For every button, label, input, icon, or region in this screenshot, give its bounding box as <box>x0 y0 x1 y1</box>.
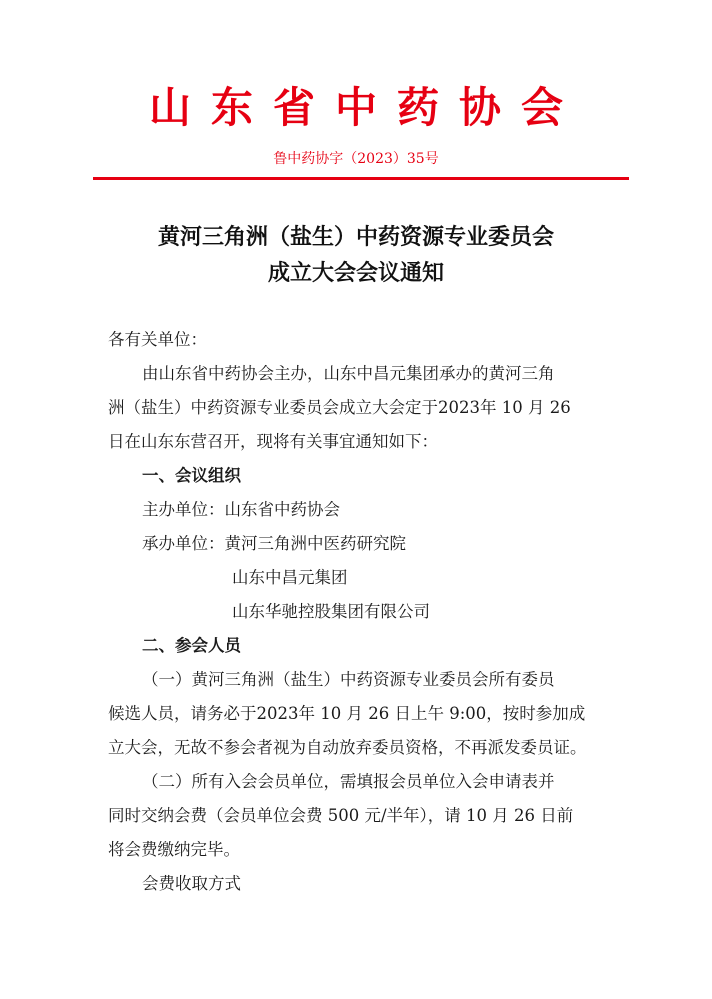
item-2-line-2: 同时交纳会费（会员单位会费 500 元/半年），请 10 月 26 日前 <box>108 806 574 825</box>
item-2-line-3: 将会费缴纳完毕。 <box>108 840 240 859</box>
co-organizer-2: 山东华驰控股集团有限公司 <box>232 602 430 621</box>
intro-line-2: 洲（盐生）中药资源专业委员会成立大会定于2023年 10 月 26 <box>108 398 571 417</box>
intro-line-1: 由山东省中药协会主办，山东中昌元集团承办的黄河三角 <box>142 364 555 383</box>
host-unit: 主办单位：山东省中药协会 <box>142 500 340 519</box>
document-number: 鲁中药协字（2023）35号 <box>273 151 439 167</box>
org-title: 山东省中药协会 <box>148 83 583 132</box>
section-1-heading: 一、会议组织 <box>142 466 241 485</box>
fee-method-heading: 会费收取方式 <box>142 874 241 893</box>
co-organizer-1: 山东中昌元集团 <box>232 568 348 587</box>
red-divider <box>93 177 629 180</box>
notice-title-line-1: 黄河三角洲（盐生）中药资源专业委员会 <box>157 224 554 250</box>
item-1-line-1: （一）黄河三角洲（盐生）中药资源专业委员会所有委员 <box>142 670 555 689</box>
intro-line-3: 日在山东东营召开，现将有关事宜通知如下： <box>108 432 438 451</box>
item-1-line-3: 立大会，无故不参会者视为自动放弃委员资格，不再派发委员证。 <box>108 738 587 757</box>
organizer-unit: 承办单位：黄河三角洲中医药研究院 <box>142 534 406 553</box>
item-2-line-1: （二）所有入会会员单位，需填报会员单位入会申请表并 <box>142 772 555 791</box>
section-2-heading: 二、参会人员 <box>142 636 241 655</box>
salutation: 各有关单位： <box>108 330 207 349</box>
item-1-line-2: 候选人员，请务必于2023年 10 月 26 日上午 9:00，按时参加成 <box>108 704 586 723</box>
notice-title-line-2: 成立大会会议通知 <box>267 260 444 286</box>
